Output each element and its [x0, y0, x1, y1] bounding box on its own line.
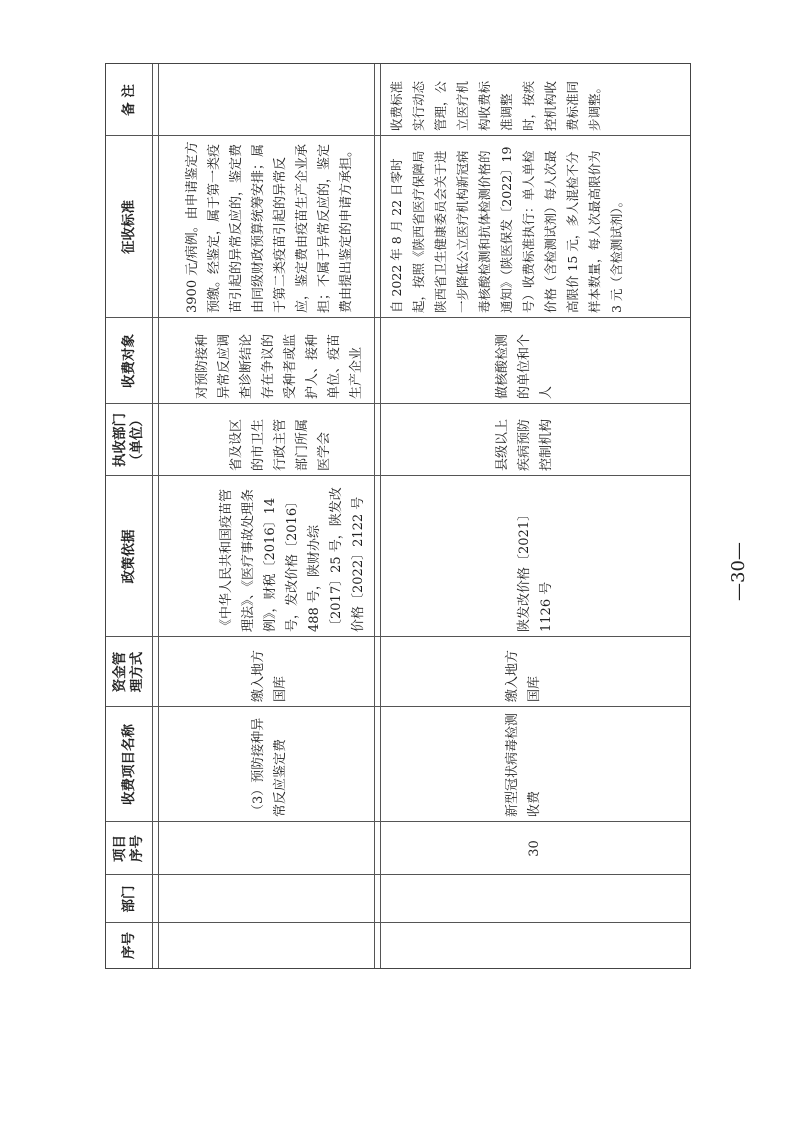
- fee-table: [105, 63, 691, 969]
- row2-policy: 陕发改价格〔2021〕1126 号: [517, 507, 554, 632]
- header-seq: 序号: [120, 932, 137, 959]
- row1-standard: 3900 元/病例。由申请鉴定方预缴。经鉴定，属于第一类疫苗引起的异常反应的，鉴定费由同级财政预算统筹安排；属于第二类疫苗引起的异常反应，鉴定费由疫苗生产企业承担；不属于异常反应的，鉴定费由提出鉴定的申请方承担。: [185, 141, 354, 313]
- row2-remarks: 收费标准实行动态管理，公立医疗机构收费标准调整时，按疾控机构收费标准同步调整。: [389, 80, 602, 131]
- row1-item-no: [158, 822, 374, 875]
- row2-payer: 做核酸检测的单位和个人: [495, 333, 554, 399]
- row1-item-name: （3）预防接种异常反应鉴定费: [251, 717, 288, 817]
- row2-item-name: 新型冠状病毒检测收费: [505, 712, 542, 817]
- page-number: —30—: [728, 542, 749, 601]
- row2-standard: 自 2022 年 8 月 22 日零时起，按照《陕西省医疗保障局 陕西省卫生健康委员会关于进一步降低公立医疗机构新冠病毒核酸检测和抗体检测价格的通知》（陕医保发〔2022〕19 号）收费标准执行：单人单检价格（含检测试剂）每人次最高限价 15 元，多人混检不分样本数量，每人次最高限价为 3 元（含检测试剂）。: [389, 146, 624, 313]
- header-item-no: 项目序号: [112, 835, 145, 862]
- row1-agency: 省及设区的市卫生行政主管部门所属医学会: [229, 418, 332, 471]
- row2-seq: [380, 923, 690, 968]
- header-fund-mgmt: 资金管理方式: [112, 651, 145, 693]
- row1-fund-mgmt: 缴入地方国库: [251, 649, 288, 702]
- header-remarks: 备 注: [120, 84, 137, 116]
- header-standard: 征收标准: [120, 200, 137, 254]
- header-dept: 部门: [120, 885, 137, 913]
- header-item-name: 收费项目名称: [120, 724, 137, 805]
- row2-agency: 县级以上疾病预防控制机构: [495, 418, 554, 471]
- row1-dept: [158, 875, 374, 923]
- row1-remarks: [158, 64, 374, 136]
- header-payer: 收费对象: [120, 334, 137, 388]
- row2-item-no: 30: [527, 840, 542, 857]
- row1-seq: [158, 923, 374, 968]
- row2-fund-mgmt: 缴入地方国库: [505, 649, 542, 702]
- header-agency: 执收部门（单位）: [112, 413, 145, 467]
- header-policy: 政策依据: [120, 529, 137, 584]
- row2-dept: [380, 875, 690, 923]
- row1-policy: 《中华人民共和国疫苗管理法》、《医疗事故处理条例》，财税〔2016〕14 号，发改价格〔2016〕488 号，陕财办综〔2017〕25 号，陕发改价格〔2022〕2122 号: [219, 487, 366, 632]
- row1-payer: 对预防接种异常反应调查诊断结论存在争议的受种者或监护人、接种单位、疫苗生产企业: [195, 333, 364, 399]
